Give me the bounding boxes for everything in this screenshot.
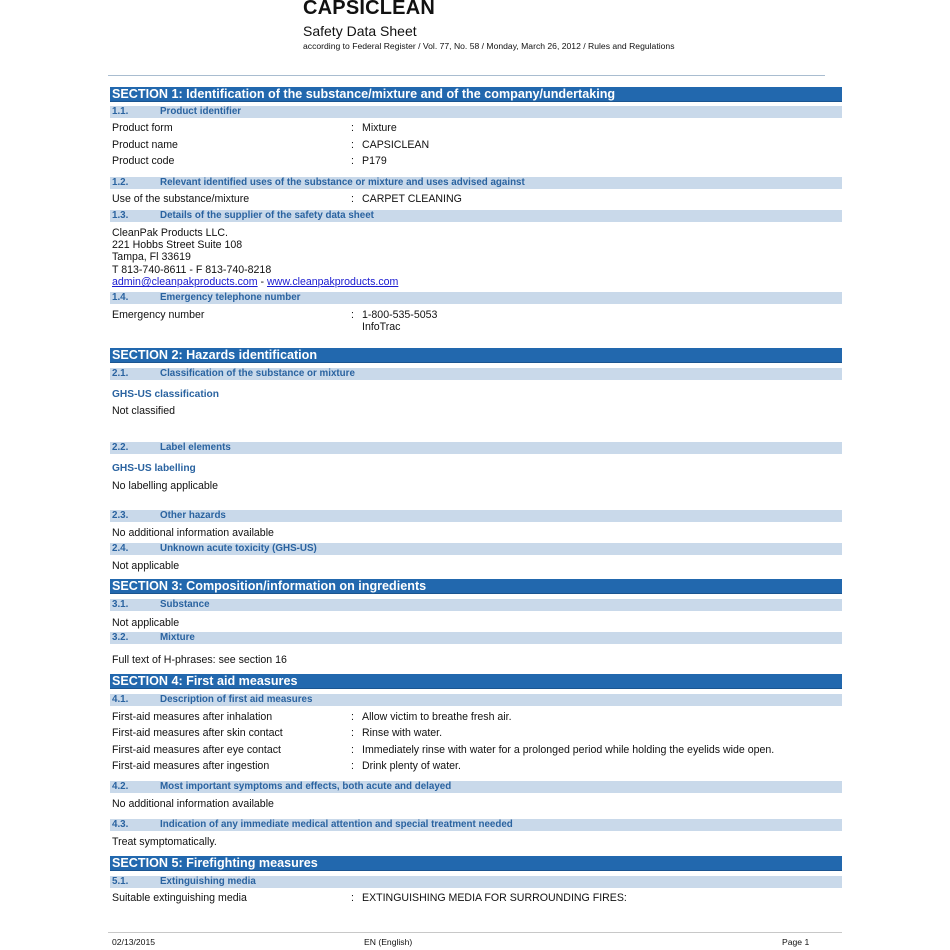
colon: :	[351, 727, 354, 739]
field-value: Rinse with water.	[362, 727, 443, 739]
other-hazards-text: No additional information available	[112, 527, 274, 539]
supplier-phone: T 813-740-8611 - F 813-740-8218	[112, 264, 272, 276]
field-value: Immediately rinse with water for a prolonged period while holding the eyelids wide open.	[362, 744, 775, 756]
subsection-number: 2.3.	[112, 510, 129, 521]
field-value: P179	[362, 155, 387, 167]
document-title: CAPSICLEAN	[303, 0, 436, 19]
subsection-3-1	[110, 599, 842, 611]
ghs-classification-text: Not classified	[112, 405, 175, 417]
link-separator: -	[257, 276, 268, 288]
colon: :	[351, 122, 354, 134]
field-value: Drink plenty of water.	[362, 760, 461, 772]
supplier-website-link[interactable]: www.cleanpakproducts.com	[267, 276, 399, 288]
subsection-title: Unknown acute toxicity (GHS-US)	[160, 543, 317, 554]
subsection-number: 3.1.	[112, 599, 129, 610]
footer-date: 02/13/2015	[112, 937, 156, 947]
subsection-1-4	[110, 292, 842, 304]
colon: :	[351, 309, 354, 321]
subsection-title: Details of the supplier of the safety data sheet	[160, 210, 374, 221]
supplier-company: CleanPak Products LLC.	[112, 227, 229, 239]
field-value: CARPET CLEANING	[362, 193, 462, 205]
subsection-title: Other hazards	[160, 510, 226, 521]
supplier-city: Tampa, Fl 33619	[112, 251, 191, 263]
subsection-1-3	[110, 210, 842, 222]
regulation-line: according to Federal Register / Vol. 77, No. 58 / Monday, March 26, 2012 / Rules and Regulations	[303, 41, 675, 51]
colon: :	[351, 711, 354, 723]
supplier-email-link[interactable]: admin@cleanpakproducts.com	[112, 276, 258, 288]
mixture-text: Full text of H-phrases: see section 16	[112, 654, 287, 666]
field-value: EXTINGUISHING MEDIA FOR SURROUNDING FIRES:	[362, 892, 627, 904]
field-value: 1-800-535-5053	[362, 309, 438, 321]
field-value: Allow victim to breathe fresh air.	[362, 711, 512, 723]
symptoms-text: No additional information available	[112, 798, 274, 810]
field-label: Suitable extinguishing media	[112, 892, 247, 904]
ghs-labelling-text: No labelling applicable	[112, 480, 219, 492]
subsection-title: Indication of any immediate medical attention and special treatment needed	[160, 819, 513, 830]
subsection-1-1	[110, 106, 842, 118]
subsection-2-1	[110, 368, 842, 380]
emergency-row-2	[112, 321, 842, 334]
subsection-title: Most important symptoms and effects, both acute and delayed	[160, 781, 452, 792]
section-1-header: SECTION 1: Identification of the substance/mixture and of the company/undertaking	[110, 87, 842, 102]
field-label: Product form	[112, 122, 173, 134]
subsection-title: Label elements	[160, 442, 231, 453]
section-3-header: SECTION 3: Composition/information on ingredients	[110, 579, 842, 594]
extinguishing-media-row	[112, 892, 842, 905]
header-divider	[108, 75, 825, 76]
section-4-header: SECTION 4: First aid measures	[110, 674, 842, 689]
subsection-title: Mixture	[160, 632, 195, 643]
unknown-toxicity-text: Not applicable	[112, 560, 180, 572]
field-label: First-aid measures after ingestion	[112, 760, 270, 772]
ingestion-row	[112, 760, 842, 773]
subsection-number: 4.1.	[112, 694, 129, 705]
subsection-number: 2.4.	[112, 543, 129, 554]
subsection-number: 3.2.	[112, 632, 129, 643]
inhalation-row	[112, 711, 842, 724]
substance-text: Not applicable	[112, 617, 180, 629]
subsection-1-2	[110, 177, 842, 189]
colon: :	[351, 760, 354, 772]
subsection-2-3	[110, 510, 842, 522]
use-row	[112, 193, 842, 206]
subsection-4-1	[110, 694, 842, 706]
subsection-title: Emergency telephone number	[160, 292, 301, 303]
section-5-header: SECTION 5: Firefighting measures	[110, 856, 842, 871]
subsection-2-4	[110, 543, 842, 555]
field-label: Product code	[112, 155, 175, 167]
ghs-classification-heading: GHS-US classification	[112, 389, 219, 400]
subsection-title: Relevant identified uses of the substance or mixture and uses advised against	[160, 177, 525, 188]
subsection-number: 2.1.	[112, 368, 129, 379]
section-2-header: SECTION 2: Hazards identification	[110, 348, 842, 363]
product-code-row	[112, 155, 842, 168]
skin-contact-row	[112, 727, 842, 740]
subsection-4-3	[110, 819, 842, 831]
footer-language: EN (English)	[364, 937, 413, 947]
field-value: Mixture	[362, 122, 397, 134]
subsection-number: 1.2.	[112, 177, 129, 188]
field-label: First-aid measures after eye contact	[112, 744, 281, 756]
subsection-title: Classification of the substance or mixture	[160, 368, 355, 379]
field-value: CAPSICLEAN	[362, 139, 430, 151]
subsection-number: 1.1.	[112, 106, 129, 117]
product-name-row	[112, 139, 842, 152]
supplier-street: 221 Hobbs Street Suite 108	[112, 239, 243, 251]
subsection-number: 5.1.	[112, 876, 129, 887]
colon: :	[351, 892, 354, 904]
colon: :	[351, 155, 354, 167]
field-label: Use of the substance/mixture	[112, 193, 250, 205]
product-form-row	[112, 122, 842, 135]
footer-page-number: Page 1	[782, 937, 810, 947]
colon: :	[351, 193, 354, 205]
eye-contact-row	[112, 744, 842, 757]
subsection-3-2	[110, 632, 842, 644]
document-subtitle: Safety Data Sheet	[303, 23, 417, 39]
field-label: First-aid measures after inhalation	[112, 711, 273, 723]
field-label: Product name	[112, 139, 178, 151]
subsection-number: 4.3.	[112, 819, 129, 830]
subsection-number: 1.4.	[112, 292, 129, 303]
subsection-number: 2.2.	[112, 442, 129, 453]
subsection-title: Product identifier	[160, 106, 242, 117]
colon: :	[351, 744, 354, 756]
subsection-4-2	[110, 781, 842, 793]
subsection-number: 1.3.	[112, 210, 129, 221]
subsection-number: 4.2.	[112, 781, 129, 792]
supplier-contact-line	[112, 276, 398, 288]
colon: :	[351, 139, 354, 151]
field-label: Emergency number	[112, 309, 205, 321]
footer-divider	[108, 932, 842, 933]
field-label: First-aid measures after skin contact	[112, 727, 283, 739]
subsection-title: Extinguishing media	[160, 876, 256, 887]
subsection-2-2	[110, 442, 842, 454]
subsection-5-1	[110, 876, 842, 888]
ghs-labelling-heading: GHS-US labelling	[112, 463, 196, 474]
subsection-title: Description of first aid measures	[160, 694, 313, 705]
field-value: InfoTrac	[362, 321, 401, 333]
subsection-title: Substance	[160, 599, 210, 610]
treatment-text: Treat symptomatically.	[112, 836, 217, 848]
